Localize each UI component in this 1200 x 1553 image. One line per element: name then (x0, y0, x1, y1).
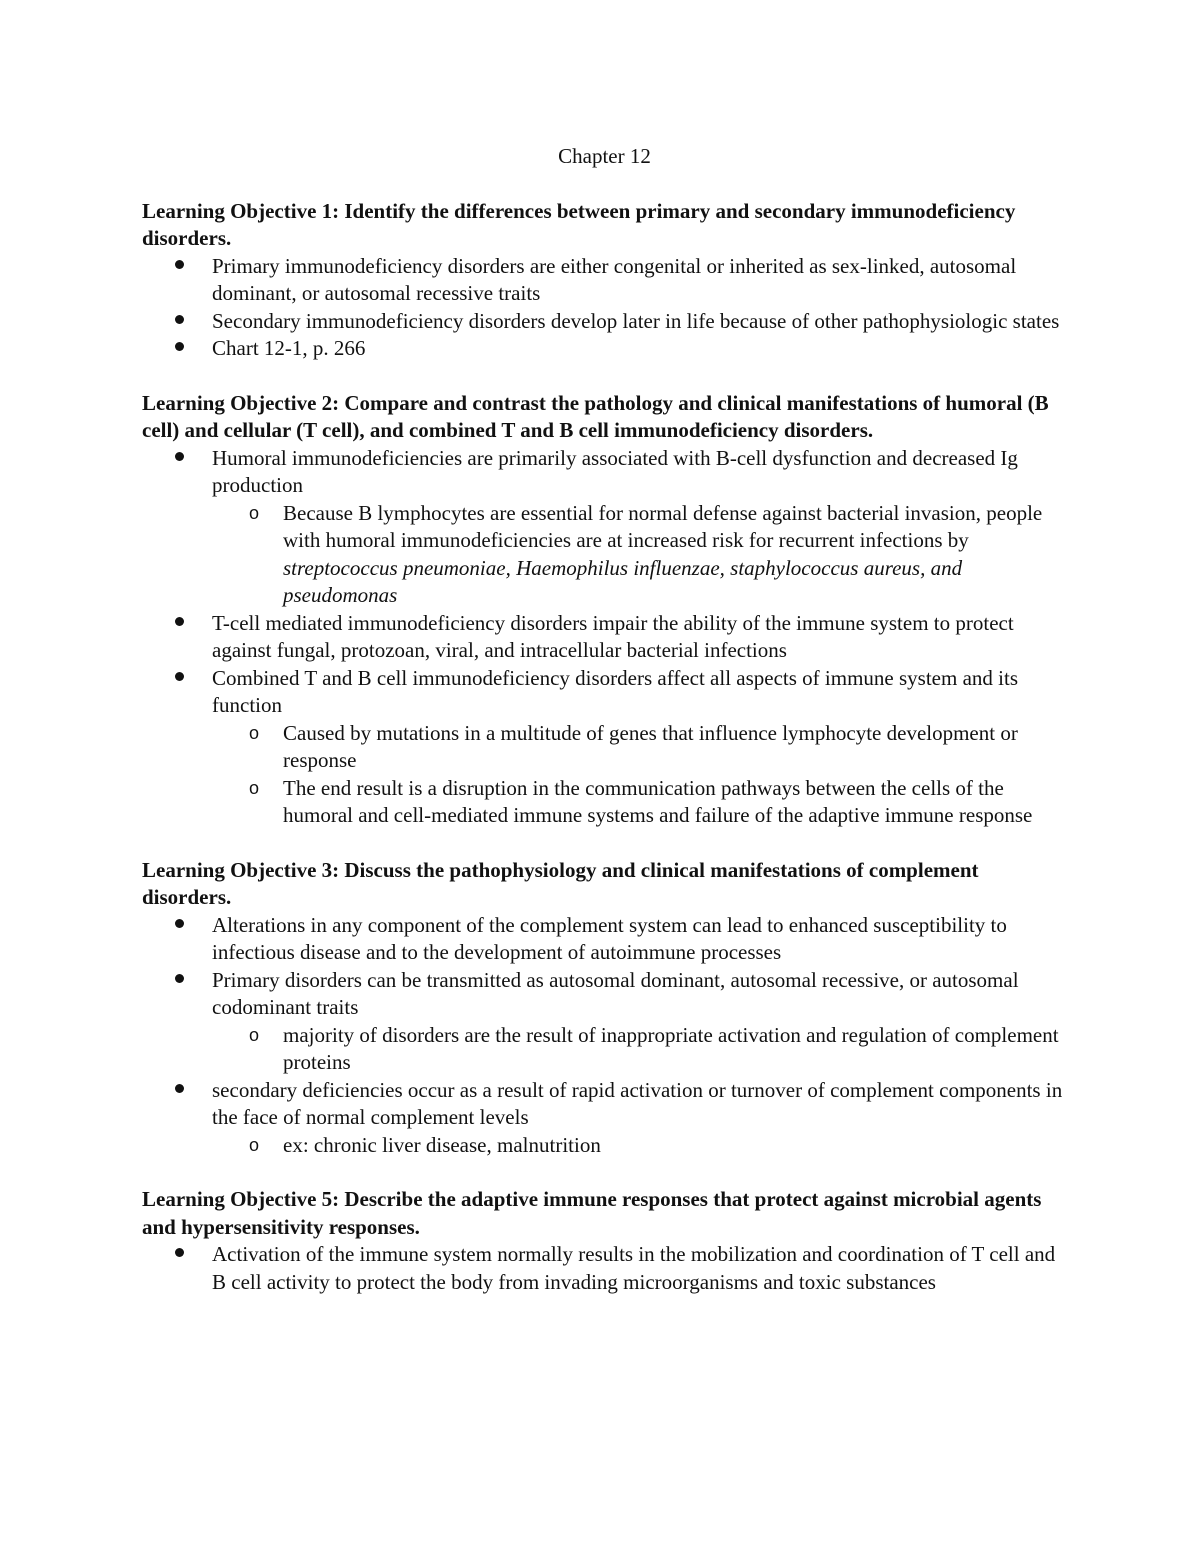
circle-bullet-icon: o (249, 1134, 260, 1155)
sub-list-item (249, 775, 1067, 830)
list-item (212, 610, 1067, 665)
list-item (212, 308, 1067, 336)
circle-bullet-icon: o (249, 502, 260, 523)
list-item (212, 335, 1067, 363)
list-item-text: T-cell mediated immunodeficiency disorders impair the ability of the immune system to protect against fungal, protozoan, viral, and intracellular bacterial infections (212, 610, 1014, 662)
list-item-text: Alterations in any component of the complement system can lead to enhanced susceptibility to infectious disease and to the development of autoimmune processes (212, 912, 1007, 964)
list-item (212, 1241, 1067, 1296)
list-item (212, 1077, 1067, 1160)
list-item (212, 665, 1067, 830)
sub-list-item (249, 720, 1067, 775)
list-item-text: Primary immunodeficiency disorders are either congenital or inherited as sex-linked, autosomal dominant, or autosomal recessive traits (212, 253, 1017, 305)
lo3-heading: Learning Objective 3: Discuss the pathophysiology and clinical manifestations of complement disorders. (142, 857, 979, 909)
lo3-list (142, 912, 1067, 1160)
bullet-icon (174, 445, 184, 473)
list-item-text: Combined T and B cell immunodeficiency disorders affect all aspects of immune system and its function (212, 665, 1018, 717)
list-item (212, 253, 1067, 308)
sub-list (212, 1132, 1067, 1160)
lo2-list (142, 445, 1067, 830)
sub-list-item-text: Caused by mutations in a multitude of genes that influence lymphocyte development or response (283, 720, 1018, 772)
list-item (212, 912, 1067, 967)
list-item-text: secondary deficiencies occur as a result of rapid activation or turnover of complement components in the face of normal complement levels (212, 1077, 1063, 1129)
sub-list-item-text: majority of disorders are the result of inappropriate activation and regulation of complement proteins (283, 1022, 1059, 1074)
sub-list (212, 500, 1067, 610)
learning-objective-5 (142, 1186, 1067, 1296)
learning-objective-3 (142, 857, 1067, 1160)
circle-bullet-icon: o (249, 722, 260, 743)
list-item-text: Primary disorders can be transmitted as autosomal dominant, autosomal recessive, or autosomal codominant traits (212, 967, 1019, 1019)
bullet-icon (174, 912, 184, 940)
sub-list-item-text: ex: chronic liver disease, malnutrition (283, 1132, 601, 1157)
circle-bullet-icon: o (249, 1024, 260, 1045)
document-page (142, 143, 1067, 1323)
learning-objective-2 (142, 390, 1067, 830)
list-item-text: Chart 12-1, p. 266 (212, 336, 366, 360)
sub-list-item (249, 500, 1067, 610)
bullet-icon (174, 1241, 184, 1269)
lo1-heading: Learning Objective 1: Identify the differences between primary and secondary immunodeficiency disorders. (142, 198, 1016, 250)
sub-list (212, 1022, 1067, 1077)
list-item-text: Activation of the immune system normally results in the mobilization and coordination of T cell and B cell activity to protect the body from invading microorganisms and toxic substances (212, 1242, 1056, 1294)
sub-list-item-text: Because B lymphocytes are essential for normal defense against bacterial invasion, people with humoral immunodeficiencies are at increased risk for recurrent infections by (283, 500, 1043, 552)
sub-list-item (249, 1022, 1067, 1077)
learning-objective-1 (142, 198, 1067, 363)
list-item-text: Secondary immunodeficiency disorders develop later in life because of other pathophysiologic states (212, 308, 1060, 333)
chapter-title: Chapter 12 (558, 144, 651, 168)
list-item (212, 445, 1067, 610)
sub-list-item-text: The end result is a disruption in the communication pathways between the cells of the humoral and cell-mediated immune systems and failure of the adaptive immune response (283, 775, 1033, 827)
bullet-icon (174, 967, 184, 995)
bullet-icon (174, 308, 184, 336)
pathogen-list: streptococcus pneumoniae, Haemophilus influenzae, staphylococcus aureus, and pseudomonas (283, 555, 963, 607)
bullet-icon (174, 335, 184, 363)
lo1-list (142, 253, 1067, 363)
list-item-text: Humoral immunodeficiencies are primarily associated with B-cell dysfunction and decreased Ig production (212, 445, 1018, 497)
sub-list (212, 720, 1067, 830)
bullet-icon (174, 665, 184, 693)
bullet-icon (174, 1077, 184, 1105)
sub-list-item (249, 1132, 1067, 1160)
circle-bullet-icon: o (249, 777, 260, 798)
lo2-heading: Learning Objective 2: Compare and contrast the pathology and clinical manifestations of humoral (B cell) and cellular (T cell), and combined T and B cell immunodeficiency disorders. (142, 390, 1049, 442)
lo5-heading: Learning Objective 5: Describe the adaptive immune responses that protect against microbial agents and hypersensitivity responses. (142, 1187, 1042, 1239)
lo5-list (142, 1241, 1067, 1296)
bullet-icon (174, 253, 184, 281)
list-item (212, 967, 1067, 1077)
bullet-icon (174, 610, 184, 638)
